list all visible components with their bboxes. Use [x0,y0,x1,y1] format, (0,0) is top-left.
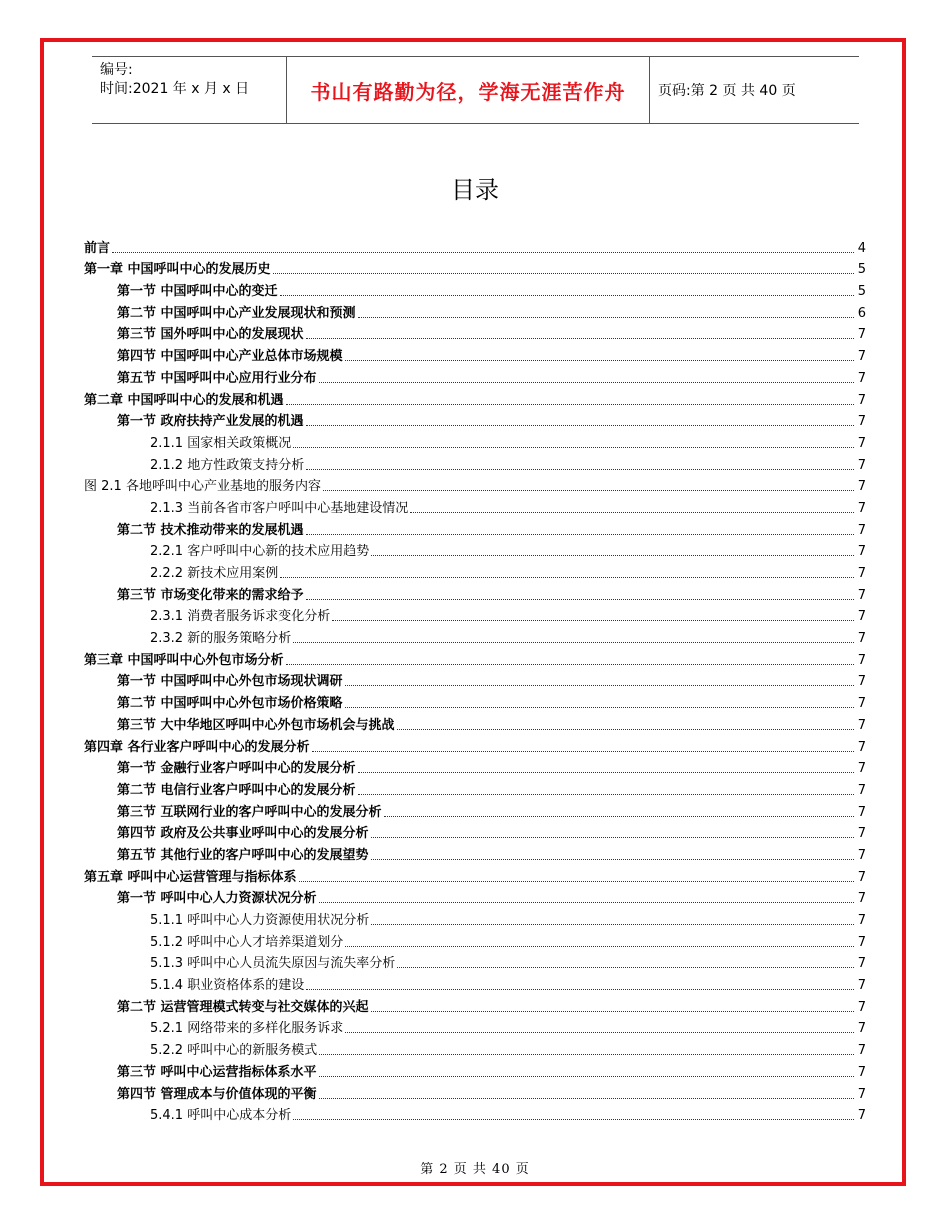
toc-entry-page: 6 [857,305,866,321]
toc-entry-title: 5.4.1 呼叫中心成本分析 [150,1108,292,1124]
toc-entry-title: 第二章 中国呼叫中心的发展和机遇 [84,392,284,408]
toc-entry-page: 7 [857,696,866,712]
toc-entry-title: 第三节 市场变化带来的需求给予 [117,587,304,603]
toc-entry-page: 5 [857,284,866,300]
toc-entry[interactable] [84,539,866,561]
toc-entry[interactable] [84,278,866,300]
toc-entry-page: 7 [857,1021,866,1037]
toc-entry-title: 5.1.4 职业资格体系的建设 [150,978,305,994]
toc-dot-leader [358,794,854,795]
toc-entry-page: 7 [857,1043,866,1059]
toc-dot-leader [293,447,854,448]
toc-dot-leader [384,816,854,817]
toc-entry[interactable] [84,842,866,864]
toc-entry[interactable] [84,669,866,691]
toc-entry[interactable] [84,734,866,756]
toc-entry-title: 第三章 中国呼叫中心外包市场分析 [84,652,284,668]
toc-entry-page: 7 [857,847,866,863]
toc-dot-leader [319,1098,854,1099]
toc-entry-page: 7 [857,609,866,625]
toc-entry-page: 7 [857,978,866,994]
toc-entry-page: 7 [857,414,866,430]
toc-entry-page: 7 [857,782,866,798]
toc-entry-page: 7 [857,522,866,538]
toc-entry[interactable] [84,777,866,799]
toc-entry-page: 7 [857,956,866,972]
toc-dot-leader [371,1011,854,1012]
toc-entry-page: 7 [857,761,866,777]
toc-entry-title: 第四节 中国呼叫中心产业总体市场规模 [117,349,343,365]
toc-entry-title: 第四节 管理成本与价值体现的平衡 [117,1086,317,1102]
toc-entry-page: 7 [857,1108,866,1124]
toc-dot-leader [410,512,854,513]
toc-entry[interactable] [84,474,866,496]
toc-entry-title: 第一章 中国呼叫中心的发展历史 [84,262,271,278]
toc-entry-page: 7 [857,631,866,647]
toc-entry-title: 第五章 呼叫中心运营管理与指标体系 [84,869,297,885]
toc-dot-leader [323,490,854,491]
toc-entry[interactable] [84,409,866,431]
toc-entry-title: 第一节 金融行业客户呼叫中心的发展分析 [117,761,356,777]
toc-entry[interactable] [84,1103,866,1125]
toc-entry[interactable] [84,365,866,387]
toc-dot-leader [319,1054,854,1055]
toc-dot-leader [286,404,854,405]
toc-dot-leader [306,599,854,600]
toc-entry-page: 7 [857,435,866,451]
number-label: 编号: [100,62,133,78]
toc-entry-title: 第三节 国外呼叫中心的发展现状 [117,327,304,343]
toc-entry-title: 2.1.3 当前各省市客户呼叫中心基地建设情况 [150,500,409,516]
toc-entry-page: 7 [857,652,866,668]
toc-dot-leader [319,1076,854,1077]
toc-entry-title: 第二节 技术推动带来的发展机遇 [117,522,304,538]
toc-entry-title: 第五节 中国呼叫中心应用行业分布 [117,370,317,386]
toc-entry[interactable] [84,907,866,929]
toc-dot-leader [345,685,854,686]
toc-dot-leader [345,707,854,708]
toc-entry-title: 5.2.1 网络带来的多样化服务诉求 [150,1021,344,1037]
toc-entry-title: 2.1.2 地方性政策支持分析 [150,457,305,473]
toc-entry[interactable] [84,690,866,712]
toc-entry-page: 7 [857,544,866,560]
toc-entry[interactable] [84,864,866,886]
toc-entry-page: 7 [857,913,866,928]
toc-dot-leader [306,338,854,339]
toc-entry-page: 4 [857,240,866,256]
toc-entry[interactable] [84,343,866,365]
toc-dot-leader [293,1119,854,1120]
toc-dot-leader [371,859,854,860]
toc-entry[interactable] [84,582,866,604]
toc-dot-leader [293,642,854,643]
toc-entry-title: 5.1.3 呼叫中心人员流失原因与流失率分析 [150,956,396,972]
toc-entry-page: 7 [857,479,866,495]
toc-entry[interactable] [84,257,866,279]
toc-dot-leader [319,902,854,903]
toc-dot-leader [306,989,854,990]
toc-entry[interactable] [84,560,866,582]
toc-entry-page: 7 [857,587,866,603]
toc-entry-title: 第二节 运营管理模式转变与社交媒体的兴起 [117,999,369,1015]
toc-dot-leader [371,924,854,925]
toc-entry[interactable] [84,235,866,257]
toc-entry-title: 5.2.2 呼叫中心的新服务模式 [150,1043,318,1059]
toc-entry[interactable] [84,951,866,973]
toc-dot-leader [286,664,854,665]
toc-entry-page: 7 [857,392,866,408]
header-divider [649,57,650,123]
toc-entry[interactable] [84,430,866,452]
toc-entry[interactable] [84,994,866,1016]
toc-dot-leader [358,317,854,318]
toc-entry-title: 第一节 中国呼叫中心外包市场现状调研 [117,674,343,690]
toc-entry-title: 2.2.2 新技术应用案例 [150,566,279,581]
toc-entry[interactable] [84,886,866,908]
toc-entry-page: 7 [857,869,866,885]
toc-dot-leader [345,360,854,361]
header-page-label: 页码:第 2 页 共 40 页 [658,83,796,99]
toc-dot-leader [358,772,854,773]
toc-entry-title: 第四章 各行业客户呼叫中心的发展分析 [84,739,310,755]
toc-entry-page: 7 [857,1064,866,1080]
toc-dot-leader [319,382,854,383]
toc-entry-title: 第三节 互联网行业的客户呼叫中心的发展分析 [117,804,382,820]
toc-dot-leader [397,967,854,968]
toc-entry-page: 7 [857,934,866,950]
toc-entry[interactable] [84,452,866,474]
toc-entry-title: 2.3.2 新的服务策略分析 [150,631,292,647]
toc-entry[interactable] [84,1081,866,1103]
toc-entry[interactable] [84,604,866,626]
toc-entry-title: 前言 [84,240,111,256]
toc-entry[interactable] [84,1059,866,1081]
toc-entry[interactable] [84,300,866,322]
toc-entry-page: 7 [857,804,866,820]
toc-entry[interactable] [84,625,866,647]
toc-entry-title: 第五节 其他行业的客户呼叫中心的发展望势 [117,847,369,863]
toc-dot-leader [306,425,854,426]
toc-entry-title: 第四节 政府及公共事业呼叫中心的发展分析 [117,826,369,842]
toc-dot-leader [345,1032,854,1033]
toc-dot-leader [299,881,854,882]
toc-entry-title: 第一节 中国呼叫中心的变迁 [117,284,278,300]
toc-dot-leader [306,469,854,470]
toc-entry-title: 5.1.2 呼叫中心人才培养渠道划分 [150,934,344,950]
toc-dot-leader [280,577,854,578]
toc-entry[interactable] [84,387,866,409]
toc-entry-page: 7 [857,500,866,516]
toc-entry-page: 7 [857,999,866,1015]
toc-dot-leader [345,946,854,947]
toc-entry[interactable] [84,929,866,951]
time-label: 时间:2021 年 x 月 x 日 [100,81,250,97]
toc-entry[interactable] [84,756,866,778]
toc-entry-page: 7 [857,739,866,755]
toc-entry[interactable] [84,1037,866,1059]
toc-entry-title: 图 2.1 各地呼叫中心产业基地的服务内容 [84,479,321,495]
page-header [92,56,859,124]
toc-entry[interactable] [84,712,866,734]
toc-entry[interactable] [84,647,866,669]
toc-entry-page: 7 [857,327,866,343]
toc-entry-page: 7 [857,717,866,733]
toc-entry-title: 2.1.1 国家相关政策概况 [150,435,292,451]
toc-dot-leader [280,295,854,296]
toc-entry[interactable] [84,972,866,994]
toc-entry[interactable] [84,322,866,344]
page-footer: 第 2 页 共 40 页 [420,1162,530,1177]
header-motto: 书山有路勤为径，学海无涯苦作舟 [310,79,626,104]
toc-dot-leader [371,555,854,556]
toc-entry-page: 7 [857,566,866,581]
header-divider [286,57,287,123]
toc-entry-title: 5.1.1 呼叫中心人力资源使用状况分析 [150,913,370,928]
toc-entry-title: 第三节 呼叫中心运营指标体系水平 [117,1064,317,1080]
toc-dot-leader [312,751,854,752]
toc-entry-title: 第二节 中国呼叫中心外包市场价格策略 [117,696,343,712]
header-meta [100,61,249,99]
toc-entry-page: 7 [857,891,866,907]
toc-entry-page: 7 [857,457,866,473]
toc-dot-leader [306,534,854,535]
toc-entry-page: 7 [857,349,866,365]
toc-entry[interactable] [84,517,866,539]
toc-entry-page: 7 [857,370,866,386]
toc-entry[interactable] [84,821,866,843]
toc-entry-title: 2.3.1 消费者服务诉求变化分析 [150,609,331,625]
toc-entry-page: 7 [857,1086,866,1102]
toc-entry[interactable] [84,799,866,821]
toc-entry-title: 第三节 大中华地区呼叫中心外包市场机会与挑战 [117,717,395,733]
toc-entry[interactable] [84,1016,866,1038]
toc-dot-leader [273,273,854,274]
toc-entry-title: 2.2.1 客户呼叫中心新的技术应用趋势 [150,544,370,560]
toc-dot-leader [397,729,854,730]
toc-entry-title: 第二节 中国呼叫中心产业发展现状和预测 [117,305,356,321]
toc-dot-leader [371,837,854,838]
toc-dot-leader [332,620,854,621]
toc-entry-title: 第一节 政府扶持产业发展的机遇 [117,414,304,430]
toc-entry-title: 第二节 电信行业客户呼叫中心的发展分析 [117,782,356,798]
toc-dot-leader [112,252,854,253]
table-of-contents [84,235,866,1124]
toc-entry-page: 7 [857,674,866,690]
page-title: 目录 [451,176,499,204]
toc-entry-page: 5 [857,262,866,278]
toc-entry[interactable] [84,495,866,517]
toc-entry-page: 7 [857,826,866,842]
toc-entry-title: 第一节 呼叫中心人力资源状况分析 [117,891,317,907]
